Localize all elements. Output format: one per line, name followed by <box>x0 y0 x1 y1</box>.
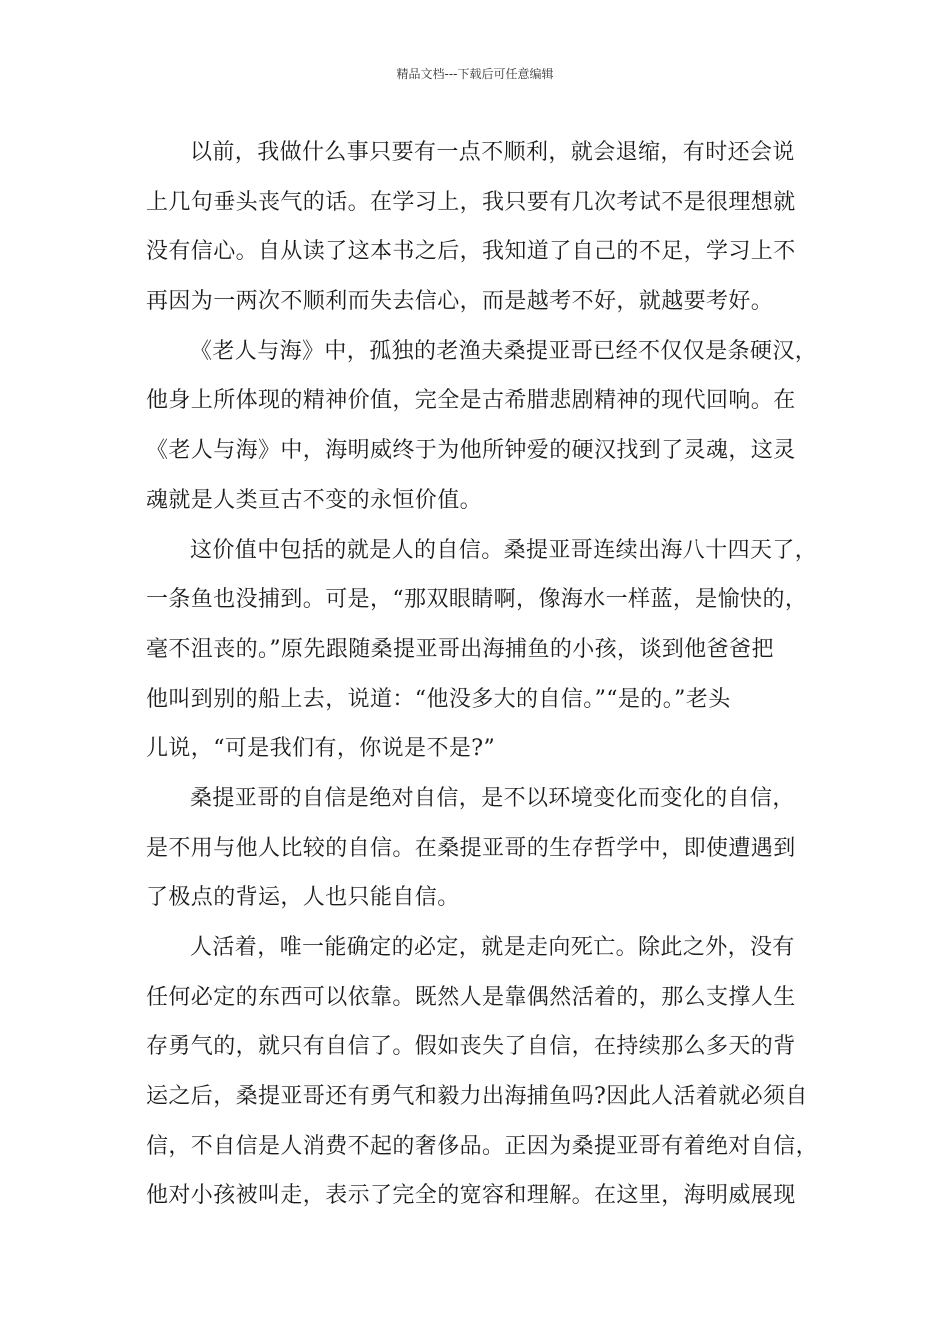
text-line: 他叫到别的船上去，说道：“他没多大的自信。”“是的。”老头 <box>146 686 731 712</box>
text-line: 存勇气的，就只有自信了。假如丧失了自信，在持续那么多天的背 <box>146 1034 796 1060</box>
text-line: 了极点的背运，人也只能自信。 <box>146 885 460 911</box>
text-line: 他对小孩被叫走，表示了完全的宽容和理解。在这里，海明威展现 <box>146 1183 796 1209</box>
text-line: 是不用与他人比较的自信。在桑提亚哥的生存哲学中，即使遭遇到 <box>146 835 796 861</box>
text-line: 运之后，桑提亚哥还有勇气和毅力出海捕鱼吗?因此人活着就必须自 <box>146 1084 808 1110</box>
text-line: 桑提亚哥的自信是绝对自信，是不以环境变化而变化的自信， <box>190 785 795 811</box>
text-line: 这价值中包括的就是人的自信。桑提亚哥连续出海八十四天了， <box>190 537 818 563</box>
text-line: 信，不自信是人消费不起的奢侈品。正因为桑提亚哥有着绝对自信， <box>146 1133 819 1159</box>
text-line: 他身上所体现的精神价值，完全是古希腊悲剧精神的现代回响。在 <box>146 388 796 414</box>
text-line: 没有信心。自从读了这本书之后，我知道了自己的不足，学习上不 <box>146 239 796 265</box>
text-line: 一条鱼也没捕到。可是，“那双眼睛啊，像海水一样蓝，是愉快的， <box>146 587 808 613</box>
text-line: 人活着，唯一能确定的必定，就是走向死亡。除此之外，没有 <box>190 935 795 960</box>
text-line: 以前，我做什么事只要有一点不顺利，就会退缩，有时还会说 <box>190 140 795 165</box>
page-header: 精品文档---下载后可任意编辑 <box>396 67 554 81</box>
text-line: 《老人与海》中，孤独的老渔夫桑提亚哥已经不仅仅是条硬汉， <box>190 338 818 364</box>
document-body <box>146 128 826 1221</box>
text-line: 再因为一两次不顺利而失去信心，而是越考不好，就越要考好。 <box>146 289 774 315</box>
text-line: 上几句垂头丧气的话。在学习上，我只要有几次考试不是很理想就 <box>146 189 796 215</box>
text-line: 魂就是人类亘古不变的永恒价值。 <box>146 487 483 513</box>
text-line: 毫不沮丧的。”原先跟随桑提亚哥出海捕鱼的小孩，谈到他爸爸把 <box>146 636 774 662</box>
text-line: 儿说，“可是我们有，你说是不是?” <box>146 736 496 762</box>
text-line: 《老人与海》中，海明威终于为他所钟爱的硬汉找到了灵魂，这灵 <box>146 438 796 464</box>
text-line: 任何必定的东西可以依靠。既然人是靠偶然活着的，那么支撑人生 <box>146 984 796 1010</box>
